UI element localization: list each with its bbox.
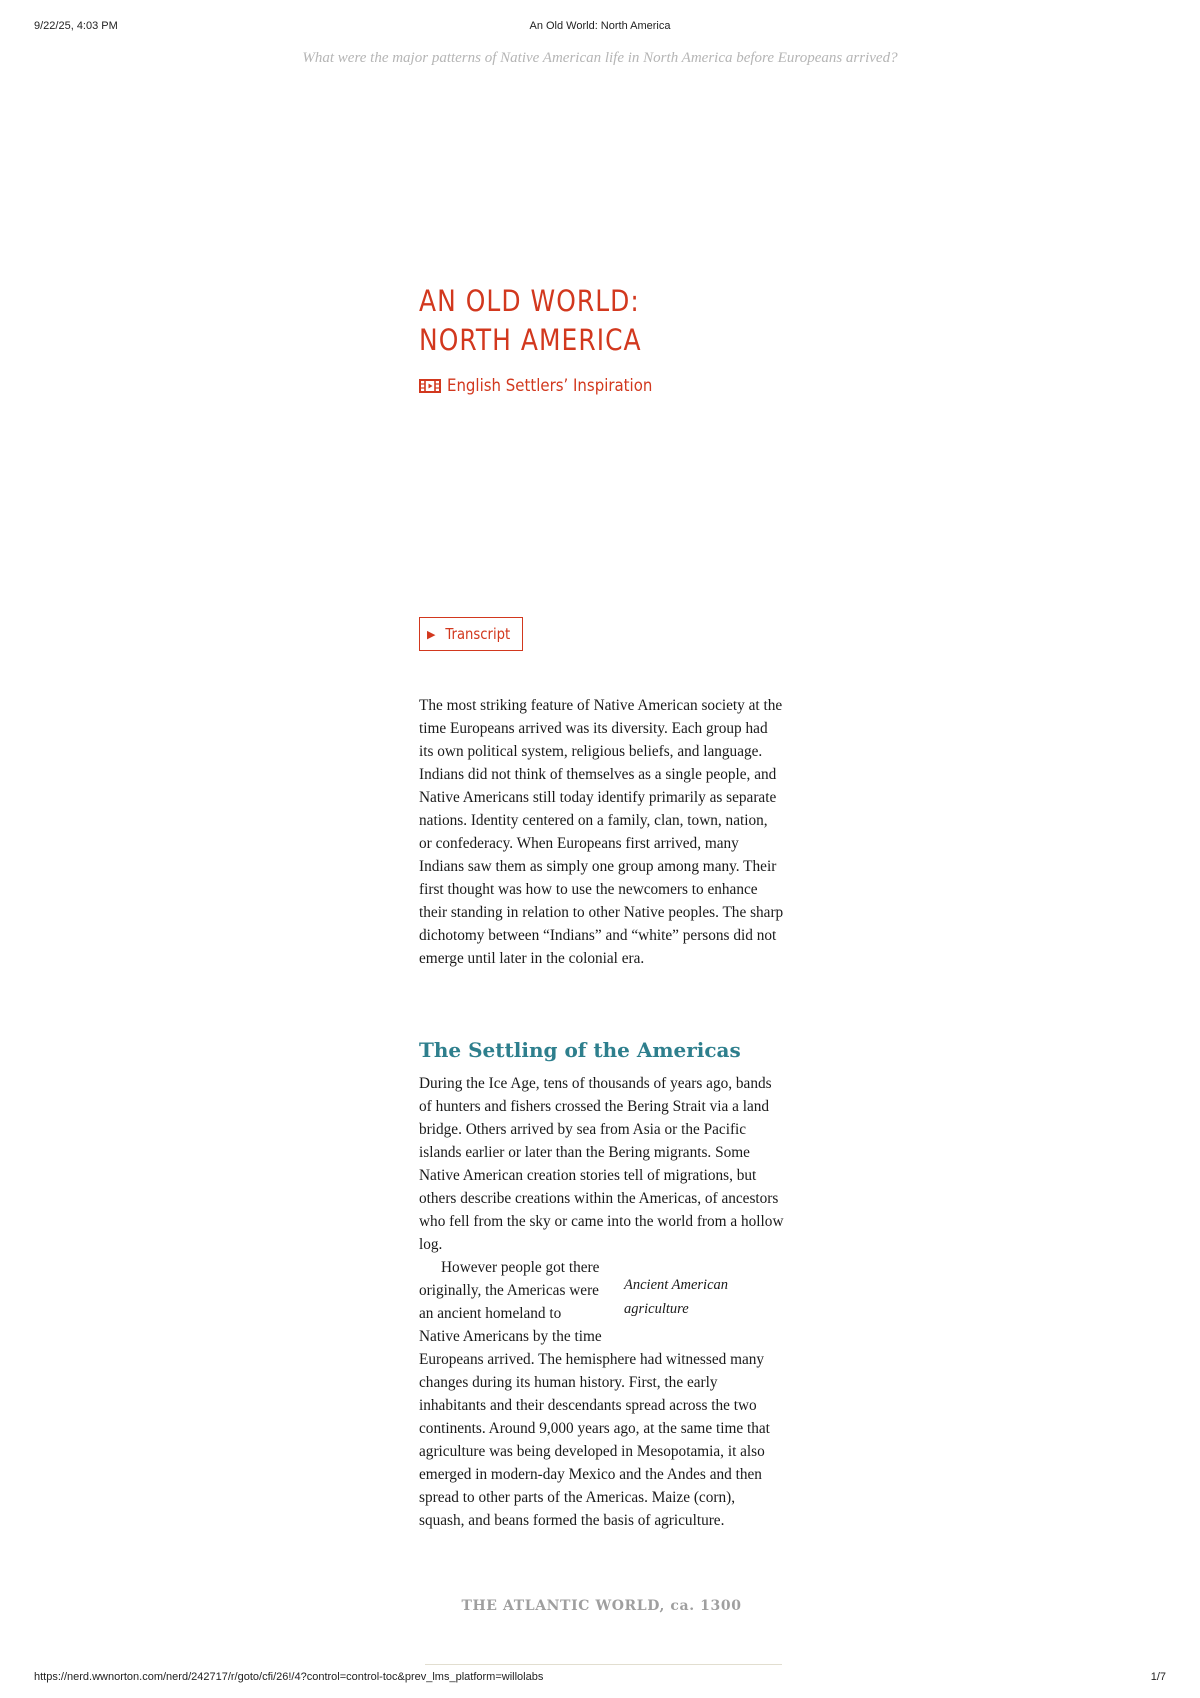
transcript-label: Transcript [445,625,511,643]
print-datetime: 9/22/25, 4:03 PM [34,20,118,32]
intro-paragraph: The most striking feature of Native American society at the time Europeans arrived was its diversity. Each group had its own political system, religious beliefs, and language. Indians did not think of themselves as a single people, and Native Americans still today identify primarily as separate nations. Identity centered on a family, clan, town, nation, or confederacy. When Europeans first arrived, many Indians saw them as simply one group among many. Their first thought was how to use the newcomers to enhance their standing in relation to other Native peoples. The sharp dichotomy between “Indians” and “white” persons did not emerge until later in the colonial era. [419,697,784,967]
video-link-label: English Settlers’ Inspiration [447,376,653,396]
print-page-number: 1/7 [1150,1671,1166,1683]
play-triangle-icon: ▶ [426,627,436,641]
section-title: AN OLD WORLD: NORTH AMERICA [419,284,642,357]
video-link[interactable] [419,376,680,396]
figure-divider [425,1664,782,1665]
transcript-button[interactable] [419,617,523,651]
focus-question: What were the major patterns of Native American life in North America before Europeans arrived? [302,50,898,66]
settling-heading: The Settling of the Americas [419,1038,741,1062]
print-url: https://nerd.wwnorton.com/nerd/242717/r/goto/cfi/26!/4?control=control-toc&prev_lms_platform=willolabs [34,1671,544,1683]
margin-note: Ancient American agriculture [624,1277,729,1317]
settling-paragraph-2-block [419,1256,784,1532]
settling-paragraph-1: During the Ice Age, tens of thousands of years ago, bands of hunters and fishers crossed the Bering Strait via a land bridge. Others arrived by sea from Asia or the Pacific islands earlier or later than the Bering migrants. Some Native American creation stories tell of migrations, but others describe creations within the Americas, of ancestors who fell from the sky or came into the world from a hollow log. [419,1075,784,1253]
video-film-icon [419,378,441,394]
figure-title: THE ATLANTIC WORLD, ca. 1300 [461,1598,742,1614]
settling-paragraph-2: However people got there originally, the Americas were an ancient homeland to Native Americans by the time Europeans arrived. The hemisphere had witnessed many changes during its human history. First, the early inhabitants and their descendants spread across the two continents. Around 9,000 years ago, at the same time that agriculture was being developed in Mesopotamia, it also emerged in modern-day Mexico and the Andes and then spread to other parts of the Americas. Maize (corn), squash, and beans formed the basis of agriculture. [419,1259,770,1529]
print-page-title: An Old World: North America [529,20,671,32]
